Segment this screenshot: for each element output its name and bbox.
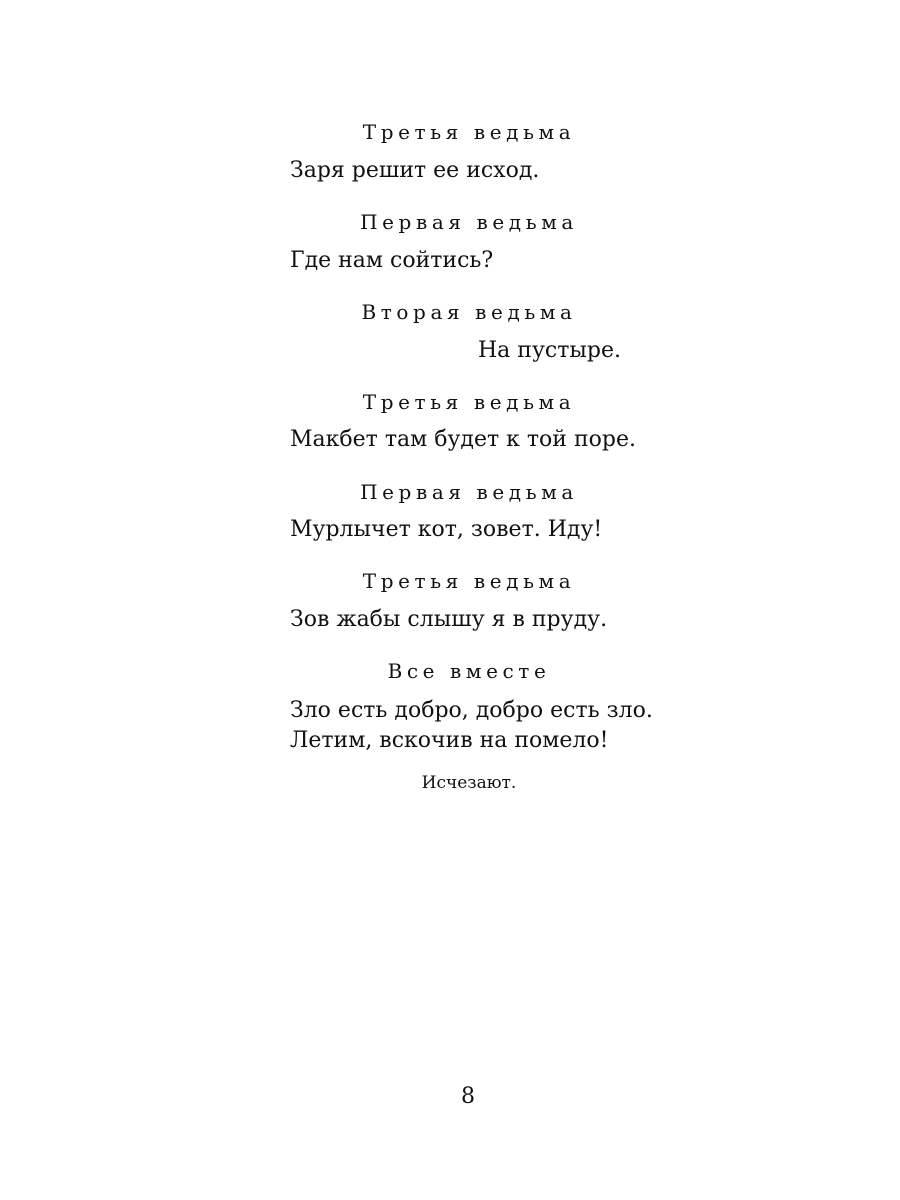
stage-direction: Исчезают. [421, 773, 517, 793]
verse-line: Макбет там будет к той поре. [290, 427, 636, 452]
speaker-name: Третья ведьма [362, 390, 576, 414]
speaker-name: Третья ведьма [362, 120, 576, 144]
page-number: 8 [461, 1084, 475, 1109]
speaker-name: Все вместе [387, 659, 551, 683]
verse-line: Заря решит ее исход. [290, 158, 540, 183]
verse-line: Летим, вскочив на помело! [290, 728, 609, 753]
verse-line: Зло есть добро, добро есть зло. [290, 698, 653, 723]
speaker-name: Третья ведьма [362, 569, 576, 593]
speaker-name: Вторая ведьма [361, 300, 577, 324]
speaker-name: Первая ведьма [360, 480, 578, 504]
verse-line-indented: На пустыре. [478, 338, 621, 363]
speaker-name: Первая ведьма [360, 210, 578, 234]
verse-line: Мурлычет кот, зовет. Иду! [290, 517, 603, 542]
verse-line: Где нам сойтись? [290, 248, 494, 273]
verse-line: Зов жабы слышу я в пруду. [290, 607, 608, 632]
